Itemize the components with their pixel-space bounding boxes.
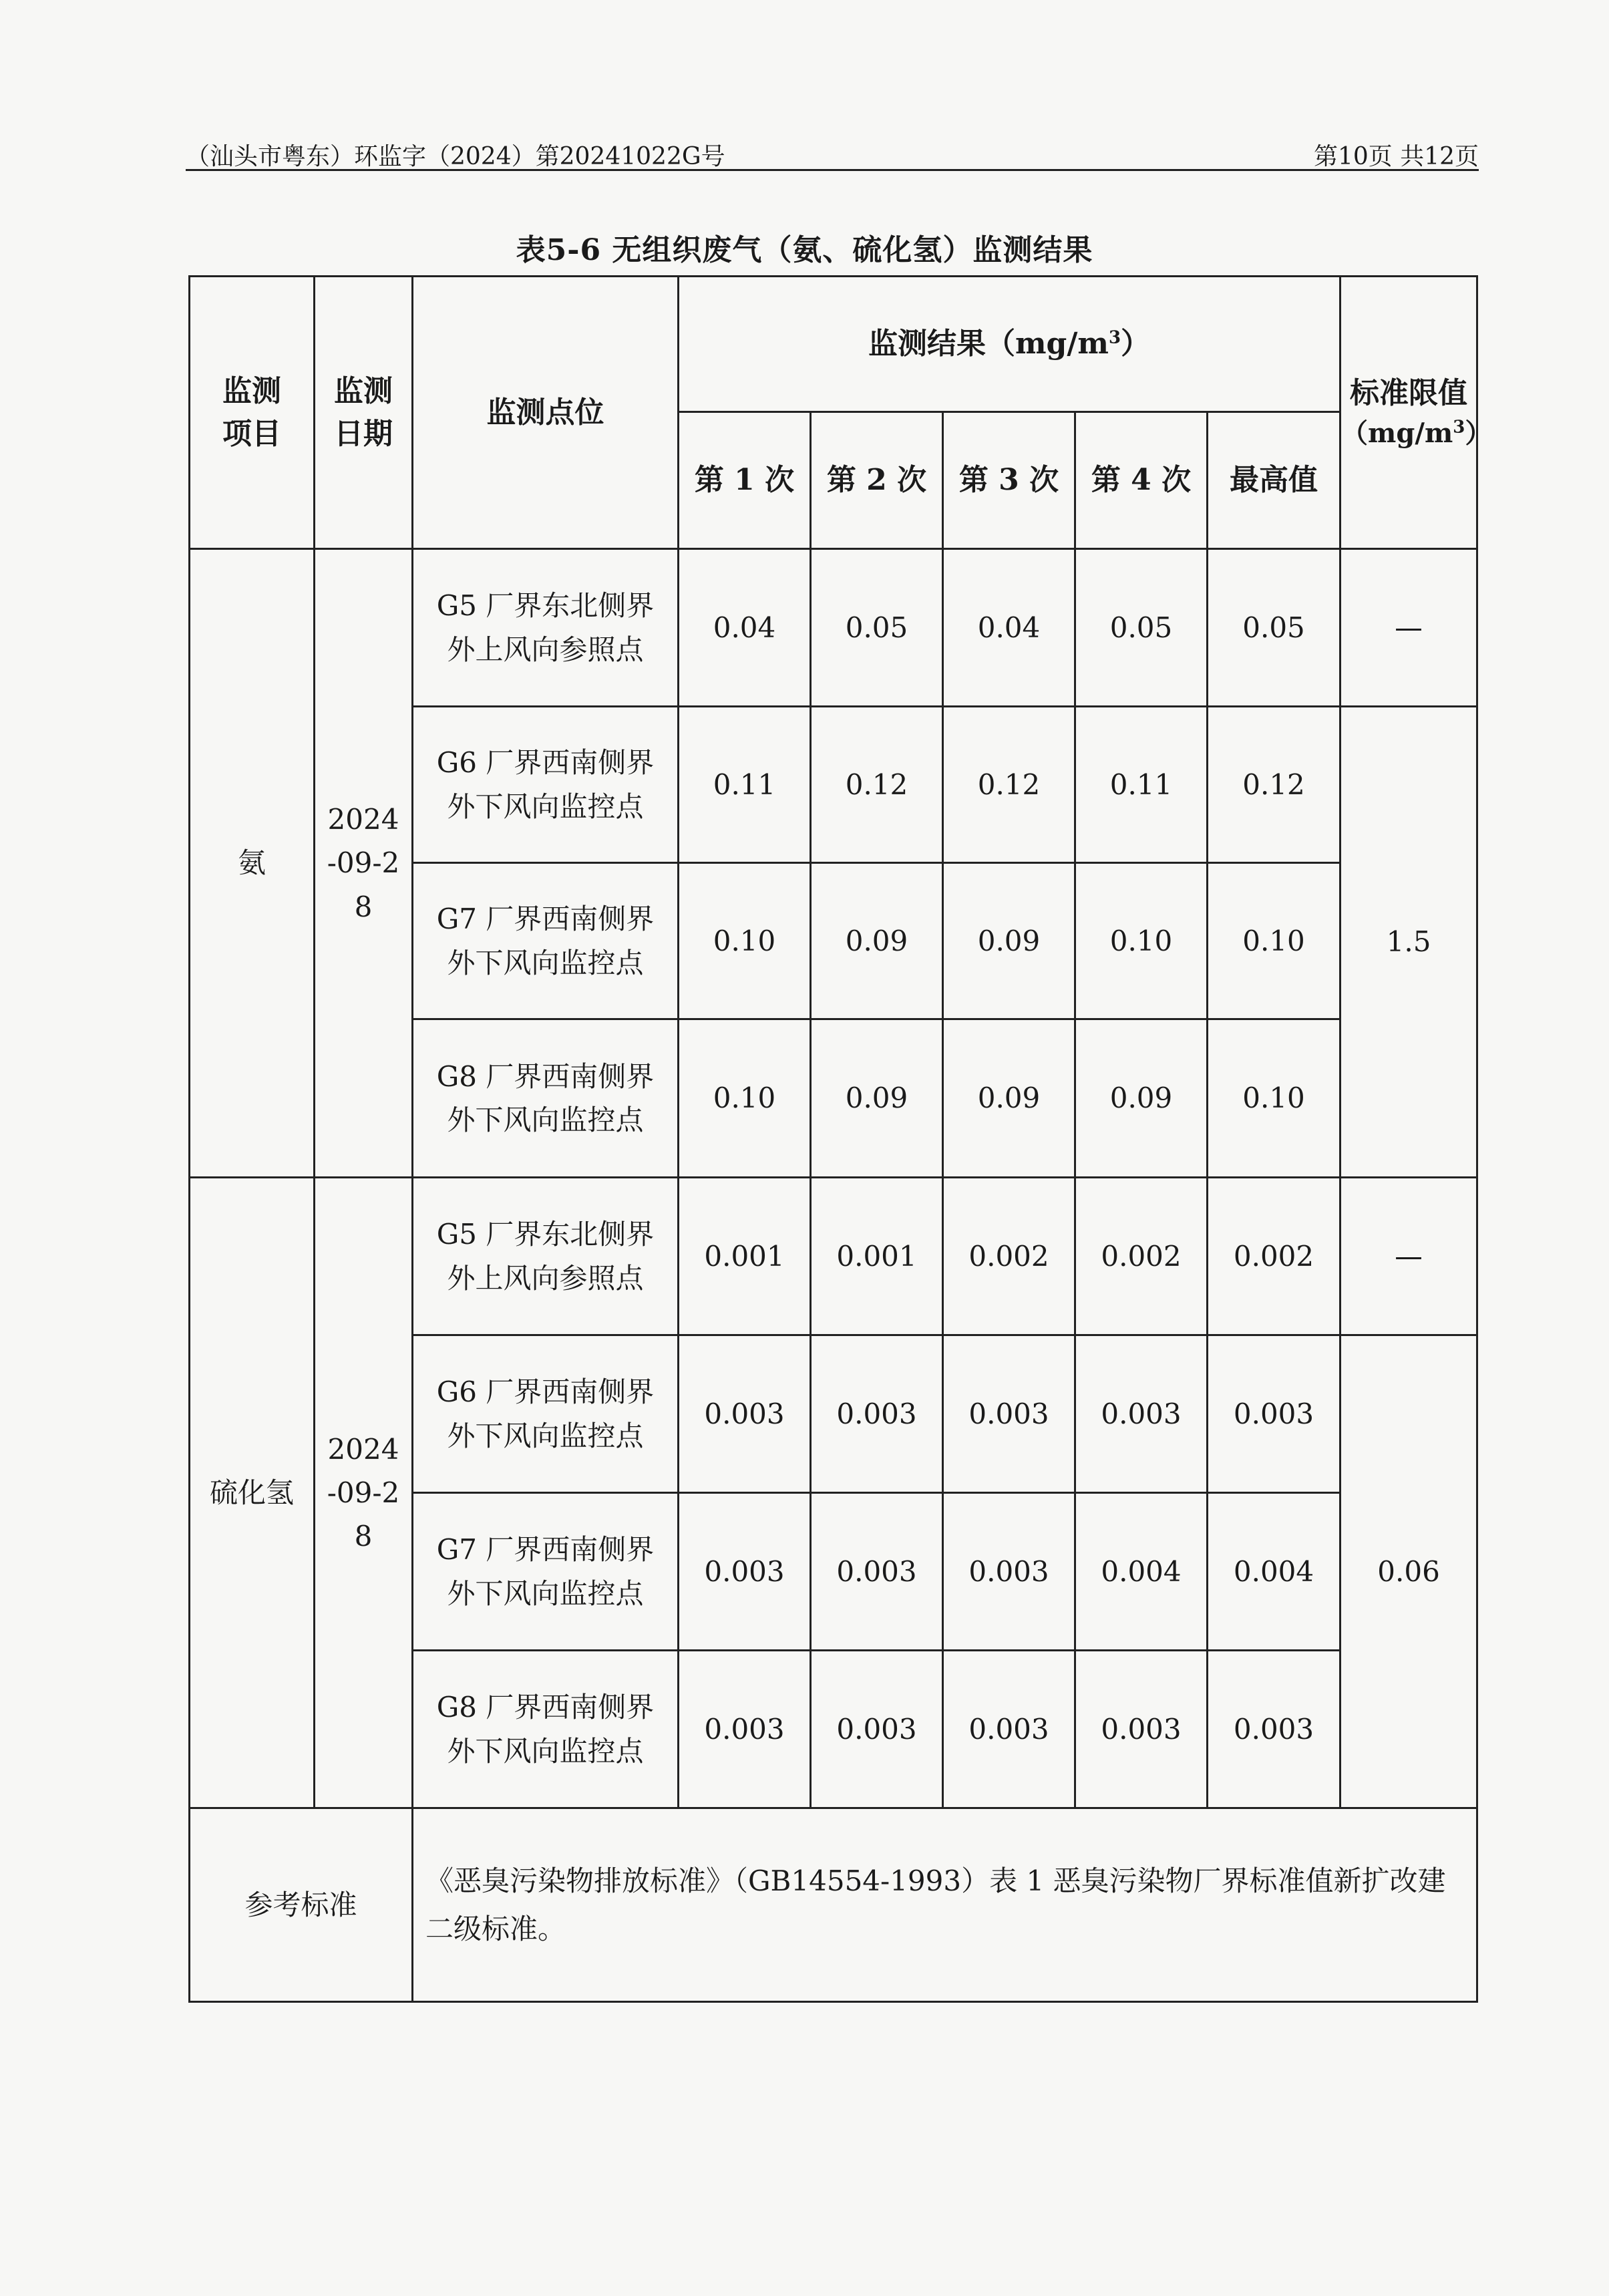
value-cell: 0.11 <box>1075 707 1208 863</box>
value-cell: 0.003 <box>943 1335 1075 1493</box>
page-indicator: 第10页 共12页 <box>1313 143 1479 170</box>
point-cell: G8 厂界西南侧界外下风向监控点 <box>413 1651 679 1808</box>
header-run-3: 第 3 次 <box>943 412 1075 549</box>
point-cell: G7 厂界西南侧界外下风向监控点 <box>413 1493 679 1651</box>
header-max: 最高值 <box>1208 412 1340 549</box>
value-cell: 0.09 <box>1075 1019 1208 1178</box>
table-row <box>190 1178 1477 1335</box>
value-cell: 0.004 <box>1075 1493 1208 1651</box>
value-cell: 0.003 <box>811 1651 943 1808</box>
header-item: 监测项目 <box>190 277 315 549</box>
limit-cell: — <box>1340 549 1477 707</box>
header-results: 监测结果$(mg/m^3)$ <box>679 277 1340 412</box>
max-cell: 0.004 <box>1208 1493 1340 1651</box>
limit-cell: 0.06 <box>1340 1335 1477 1808</box>
item-cell: 硫化氢 <box>190 1178 315 1808</box>
value-cell: 0.003 <box>679 1493 811 1651</box>
value-cell: 0.003 <box>943 1493 1075 1651</box>
reference-row <box>190 1808 1477 2002</box>
max-cell: 0.10 <box>1208 1019 1340 1178</box>
date-cell: 2024-09-28 <box>315 549 413 1178</box>
value-cell: 0.05 <box>1075 549 1208 707</box>
table-row <box>190 549 1477 707</box>
reference-label: 参考标准 <box>190 1808 413 2002</box>
limit-cell: — <box>1340 1178 1477 1335</box>
document-number: （汕头市粤东）环监字（2024）第20241022G号 <box>186 143 725 170</box>
value-cell: 0.12 <box>943 707 1075 863</box>
point-cell: G5 厂界东北侧界外上风向参照点 <box>413 549 679 707</box>
table-title: 表5-6 无组织废气（氨、硫化氢）监测结果 <box>516 233 1093 267</box>
point-cell: G7 厂界西南侧界外下风向监控点 <box>413 863 679 1019</box>
page-header <box>186 132 1479 171</box>
monitoring-results-table <box>188 275 1492 2003</box>
header-run-2: 第 2 次 <box>811 412 943 549</box>
value-cell: 0.003 <box>811 1493 943 1651</box>
value-cell: 0.09 <box>943 1019 1075 1178</box>
point-cell: G6 厂界西南侧界外下风向监控点 <box>413 1335 679 1493</box>
point-cell: G6 厂界西南侧界外下风向监控点 <box>413 707 679 863</box>
value-cell: 0.003 <box>811 1335 943 1493</box>
value-cell: 0.12 <box>811 707 943 863</box>
value-cell: 0.11 <box>679 707 811 863</box>
point-cell: G8 厂界西南侧界外下风向监控点 <box>413 1019 679 1178</box>
value-cell: 0.05 <box>811 549 943 707</box>
header-date: 监测日期 <box>315 277 413 549</box>
value-cell: 0.10 <box>679 1019 811 1178</box>
point-cell: G5 厂界东北侧界外上风向参照点 <box>413 1178 679 1335</box>
header-point: 监测点位 <box>413 277 679 549</box>
header-run-4: 第 4 次 <box>1075 412 1208 549</box>
value-cell: 0.003 <box>1075 1335 1208 1493</box>
value-cell: 0.09 <box>811 1019 943 1178</box>
value-cell: 0.09 <box>811 863 943 1019</box>
value-cell: 0.10 <box>1075 863 1208 1019</box>
max-cell: 0.05 <box>1208 549 1340 707</box>
value-cell: 0.002 <box>1075 1178 1208 1335</box>
header-run-1: 第 1 次 <box>679 412 811 549</box>
max-cell: 0.003 <box>1208 1651 1340 1808</box>
max-cell: 0.12 <box>1208 707 1340 863</box>
value-cell: 0.002 <box>943 1178 1075 1335</box>
header-limit: 标准限值 $(mg/m^3)$ <box>1340 277 1477 549</box>
item-cell: 氨 <box>190 549 315 1178</box>
date-cell: 2024-09-28 <box>315 1178 413 1808</box>
max-cell: 0.002 <box>1208 1178 1340 1335</box>
value-cell: 0.001 <box>679 1178 811 1335</box>
value-cell: 0.04 <box>679 549 811 707</box>
max-cell: 0.10 <box>1208 863 1340 1019</box>
value-cell: 0.10 <box>679 863 811 1019</box>
value-cell: 0.04 <box>943 549 1075 707</box>
value-cell: 0.09 <box>943 863 1075 1019</box>
value-cell: 0.003 <box>1075 1651 1208 1808</box>
value-cell: 0.003 <box>679 1335 811 1493</box>
reference-text: 《恶臭污染物排放标准》（GB14554-1993）表 1 恶臭污染物厂界标准值新扩改建二级标准。 <box>413 1808 1477 2002</box>
max-cell: 0.003 <box>1208 1335 1340 1493</box>
limit-cell: 1.5 <box>1340 707 1477 1178</box>
value-cell: 0.001 <box>811 1178 943 1335</box>
header-rule <box>186 169 1479 171</box>
value-cell: 0.003 <box>679 1651 811 1808</box>
value-cell: 0.003 <box>943 1651 1075 1808</box>
